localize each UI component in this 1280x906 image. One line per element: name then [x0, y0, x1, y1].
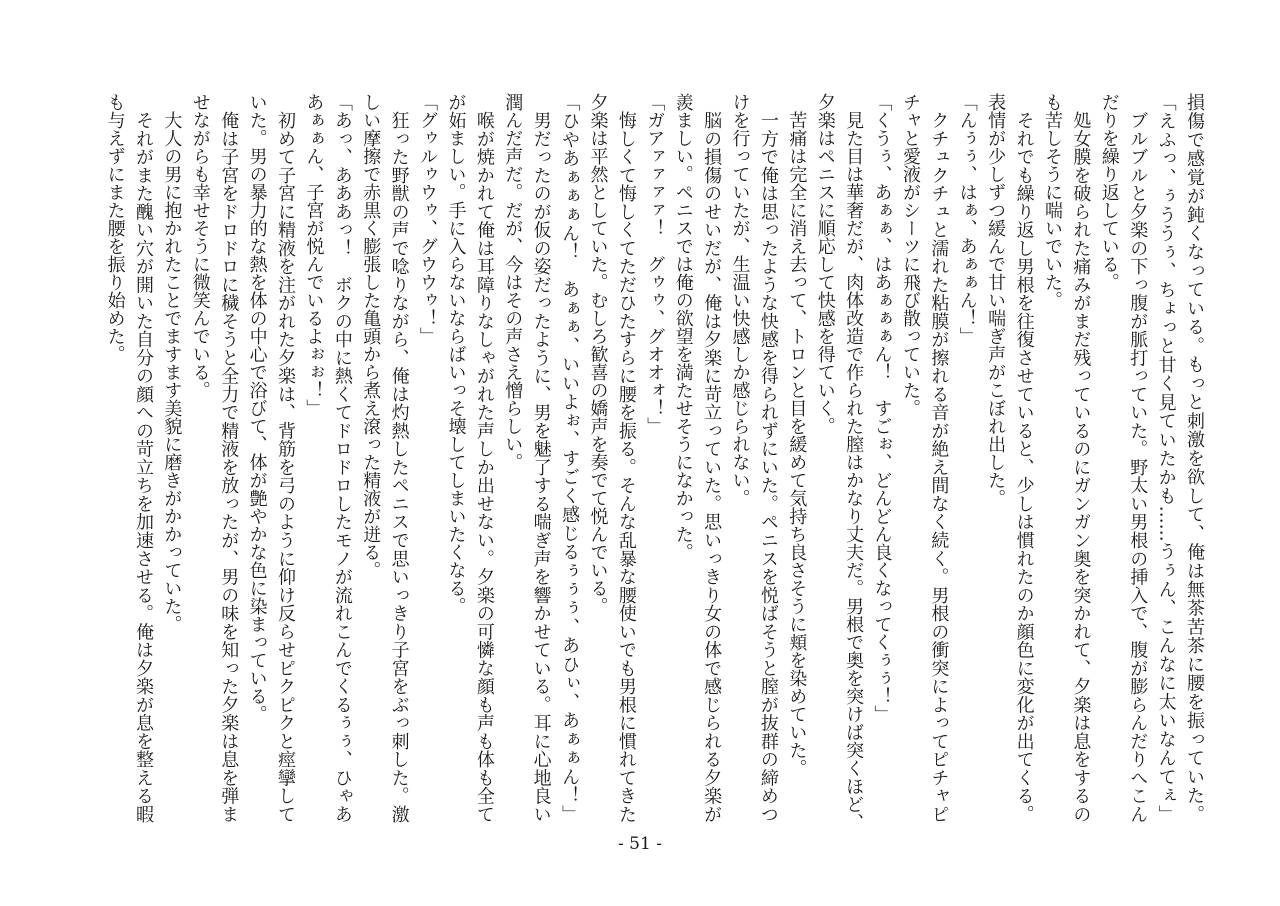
- text-line: 苦痛は完全に消え去って、トロンと目を緩めて気持ち良さそうに頬を染めていた。: [786, 93, 808, 777]
- text-line: 「んぅぅ、はぁ、あぁぁん！」: [956, 93, 978, 345]
- text-line: けを行っていたが、生温い快感しか感じられない。: [729, 93, 751, 507]
- text-line: 表情が少しずつ緩んで甘い喘ぎ声がこぼれ出した。: [985, 93, 1007, 507]
- text-line: だりを繰り返している。: [1098, 93, 1120, 291]
- text-line: 損傷で感覚が鈍くなっている。もっと刺激を欲して、俺は無茶苦茶に腰を振っていた。: [1184, 93, 1205, 823]
- text-line: 「あっ、あああっ！ ボクの中に熱くてドロドロしたモノが流れこんでくるぅぅ、ひゃあ: [331, 93, 353, 823]
- text-line: 喉が焼かれて俺は耳障りなしゃがれた声しか出せない。夕楽の可憐な顔も声も体も全て: [473, 93, 495, 823]
- text-line: 「ガアァァァァ！ グゥゥ、グオオォ！」: [644, 93, 666, 435]
- text-line: 「ひやあぁぁぁん！ あぁぁ、いいよぉ、すごく感じるぅぅぅ、あひぃ、あぁぁん！」: [559, 93, 581, 823]
- text-line: 夕楽は平然としていた。むしろ歓喜の嬌声を奏でて悦んでいる。: [587, 93, 609, 615]
- text-line: 初めて子宮に精液を注がれた夕楽は、背筋を弓のように仰け反らせピクピクと痙攣して: [275, 93, 296, 823]
- text-line: 「くうぅ、あぁぁ、はあぁぁぁん！ すごぉ、どんどん良くなってくぅぅ！」: [871, 93, 893, 723]
- text-line: 処女膜を破られた痛みがまだ残っているのにガンガン奥を突かれて、夕楽は息をするの: [1070, 93, 1092, 823]
- text-line: それがまた醜い穴が開いた自分の顔への苛立ちを加速させる。俺は夕楽が息を整える暇: [132, 93, 154, 823]
- text-line: 一方で俺は思ったような快感を得られずにいた。ペニスを悦ばそうと膣が抜群の締めつ: [757, 93, 779, 823]
- text-line: せながらも幸せそうに微笑んでいる。: [189, 93, 211, 399]
- text-line: 「グゥルゥウゥ、グウウゥ！」: [417, 93, 439, 345]
- text-line: 男だったのが仮の姿だったように、男を魅了する喘ぎ声を響かせている。耳に心地良い: [530, 93, 552, 823]
- text-line: クチュクチュと濡れた粘膜が擦れる音が絶え間なく続く。男根の衝突によってピチャピ: [928, 93, 950, 823]
- text-line: 見た目は華奢だが、肉体改造で作られた膣はかなり丈夫だ。男根で奥を突けば突くほど、: [843, 93, 865, 831]
- text-line: 悔しくて悔しくてただひたすらに腰を振る。そんな乱暴な腰使いでも男根に慣れてきた: [615, 93, 637, 823]
- text-line: 潤んだ声だ。だが、今はその声さえ憎らしい。: [502, 93, 524, 471]
- text-line: 脳の損傷のせいだが、俺は夕楽に苛立っていた。思いっきり女の体で感じられる夕楽が: [701, 93, 723, 823]
- text-line: も与えずにまた腰を振り始めた。: [104, 93, 126, 363]
- text-line: ブルブルと夕楽の下っ腹が脈打っていた。野太い男根の挿入で、腹が膨らんだりへこん: [1127, 93, 1149, 823]
- text-line: 夕楽はペニスに順応して快感を得ていく。: [814, 93, 836, 435]
- text-line: チャと愛液がシーツに飛び散っていた。: [899, 93, 921, 417]
- text-line: 大人の男に抱かれたことでますます美貌に磨きがかかっていた。: [161, 93, 183, 633]
- text-line: が妬ましい。手に入らないならばいっそ壊してしまいたくなる。: [445, 93, 467, 615]
- text-line: あぁぁん、子宮が悦んでいるよぉぉ！」: [303, 93, 325, 417]
- text-line: 狂った野獣の声で唸りながら、俺は灼熱したペニスで思いっきり子宮をぶっ刺した。激: [388, 93, 410, 823]
- page-number: - 51 -: [618, 834, 662, 854]
- text-line: それでも繰り返し男根を往復させていると、少しは慣れたのか顔色に変化が出てくる。: [1013, 93, 1035, 823]
- text-line: しい摩擦で赤黒く膨張した亀頭から煮え滾った精液が迸る。: [360, 93, 382, 579]
- body-text: [100, 93, 1208, 831]
- text-line: 羨ましい。ペニスでは俺の欲望を満たせそうになかった。: [672, 93, 694, 561]
- text-line: 俺は子宮をドロドロに穢そうと全力で精液を放ったが、男の味を知った夕楽は息を弾ま: [218, 93, 240, 823]
- text-line: も苦しそうに喘いでいた。: [1041, 93, 1063, 309]
- text-line: 「えふっ、ぅううぅ、ちょっと甘く見ていたかも……うぅん、こんなに太いなんてぇ」: [1155, 93, 1177, 823]
- text-line: いた。男の暴力的な熱を体の中心で浴びて、体が艶やかな色に染まっている。: [246, 93, 268, 723]
